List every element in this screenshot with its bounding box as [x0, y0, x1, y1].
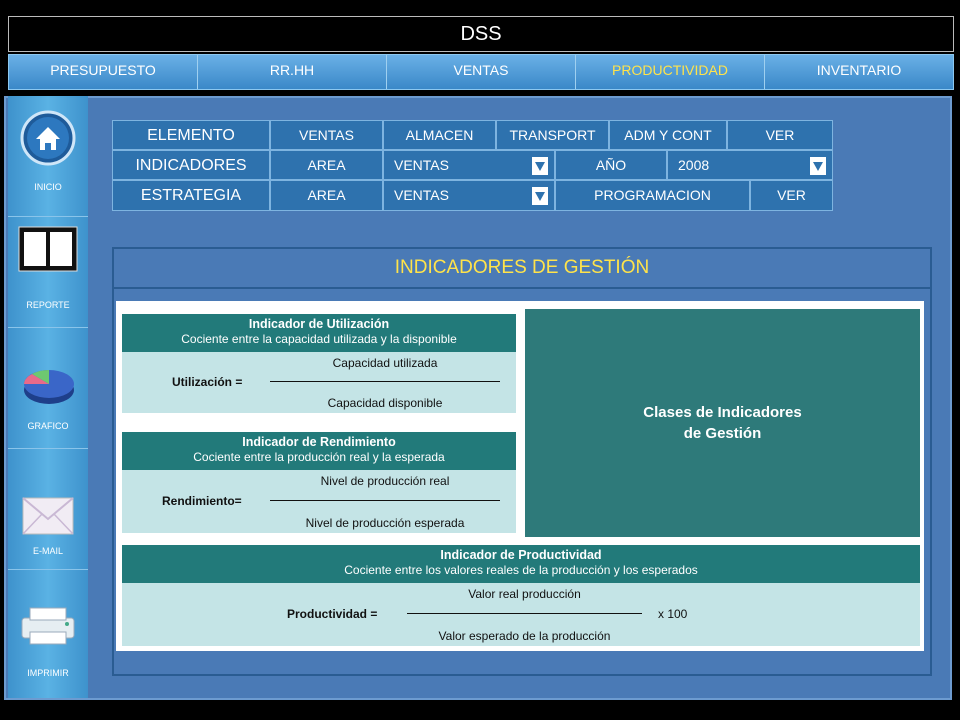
card-rendimiento [122, 432, 516, 533]
card-rendimiento-body [122, 470, 516, 533]
productividad-numerator: Valor real producción [468, 587, 581, 601]
card-utilizacion-header [122, 314, 516, 352]
estrategia-area-value: VENTAS [394, 187, 449, 203]
book-icon [18, 225, 78, 273]
card-rendimiento-header [122, 432, 516, 470]
programacion-label: PROGRAMACION [555, 180, 750, 211]
sidebar-label-reporte: REPORTE [26, 300, 70, 310]
chevron-down-icon [532, 187, 548, 205]
envelope-icon [22, 497, 74, 535]
card-utilizacion-subtitle: Cociente entre la capacidad utilizada y la disponible [181, 332, 457, 346]
card-productividad-body [122, 583, 920, 646]
chevron-down-icon [810, 157, 826, 175]
panel-title: INDICADORES DE GESTIÓN [114, 249, 930, 289]
elemento-ver-button[interactable]: VER [727, 120, 833, 150]
estrategia-area-label: AREA [270, 180, 383, 211]
elemento-label: ELEMENTO [112, 120, 270, 150]
productividad-multiplier: x 100 [658, 607, 688, 621]
home-icon [20, 110, 76, 166]
card-utilizacion-title: Indicador de Utilización [248, 317, 390, 331]
main-nav [8, 54, 954, 90]
printer-icon [20, 606, 76, 646]
sidebar-label-grafico: GRAFICO [27, 421, 69, 431]
estrategia-area-select[interactable] [383, 180, 555, 211]
sidebar [8, 96, 88, 698]
sidebar-item-reporte[interactable] [8, 207, 88, 328]
card-productividad-header [122, 545, 920, 583]
indicadores-area-value: VENTAS [394, 157, 449, 173]
sidebar-item-grafico[interactable] [8, 328, 88, 449]
card-utilizacion [122, 314, 516, 413]
productividad-fraction-line [407, 613, 642, 614]
productividad-formula-name: Productividad = [287, 607, 378, 621]
nav-presupuesto[interactable]: PRESUPUESTO [9, 55, 198, 89]
sidebar-label-inicio: INICIO [34, 182, 62, 192]
card-productividad-subtitle: Cociente entre los valores reales de la producción y los esperados [344, 563, 698, 577]
tab-almacen[interactable]: ALMACEN [383, 120, 496, 150]
rendimiento-formula-name: Rendimiento= [162, 494, 242, 508]
sidebar-label-imprimir: IMPRIMIR [27, 668, 69, 678]
clases-line-1: Clases de Indicadores [643, 404, 802, 421]
rendimiento-denominator: Nivel de producción esperada [305, 516, 465, 530]
nav-ventas[interactable]: VENTAS [387, 55, 576, 89]
sidebar-label-email: E-MAIL [32, 546, 63, 556]
sidebar-item-imprimir[interactable] [8, 570, 88, 690]
indicadores-area-label: AREA [270, 150, 383, 180]
chevron-down-icon [532, 157, 548, 175]
card-productividad [122, 545, 920, 646]
anio-select[interactable] [667, 150, 833, 180]
card-rendimiento-title: Indicador de Rendimiento [242, 435, 396, 449]
estrategia-label: ESTRATEGIA [112, 180, 270, 211]
card-rendimiento-subtitle: Cociente entre la producción real y la esperada [193, 450, 445, 464]
card-utilizacion-body [122, 352, 516, 413]
nav-inventario[interactable]: INVENTARIO [816, 62, 902, 78]
clases-indicadores-box [525, 309, 920, 537]
anio-value: 2008 [678, 157, 710, 173]
utilizacion-numerator: Capacidad utilizada [332, 356, 438, 370]
utilizacion-denominator: Capacidad disponible [327, 396, 443, 410]
estrategia-ver-button[interactable]: VER [750, 180, 833, 211]
clases-line-2: de Gestión [683, 425, 762, 442]
tab-adm-y-cont[interactable]: ADM Y CONT [609, 120, 727, 150]
tab-transport[interactable]: TRANSPORT [496, 120, 609, 150]
rendimiento-fraction-line [270, 500, 500, 501]
indicadores-label: INDICADORES [112, 150, 270, 180]
indicadores-area-select[interactable] [383, 150, 555, 180]
nav-rrhh[interactable]: RR.HH [198, 55, 387, 89]
card-productividad-title: Indicador de Productividad [440, 548, 602, 562]
utilizacion-fraction-line [270, 381, 500, 382]
rendimiento-numerator: Nivel de producción real [320, 474, 450, 488]
utilizacion-formula-name: Utilización = [172, 375, 243, 389]
sidebar-item-email[interactable] [8, 449, 88, 570]
sidebar-item-inicio[interactable] [8, 96, 88, 217]
tab-ventas[interactable]: VENTAS [270, 120, 383, 150]
pie-chart-icon [20, 362, 78, 408]
app-title: DSS [8, 16, 954, 52]
anio-label: AÑO [555, 150, 667, 180]
nav-productividad[interactable]: PRODUCTIVIDAD [576, 55, 765, 89]
productividad-denominator: Valor esperado de la producción [438, 629, 611, 643]
